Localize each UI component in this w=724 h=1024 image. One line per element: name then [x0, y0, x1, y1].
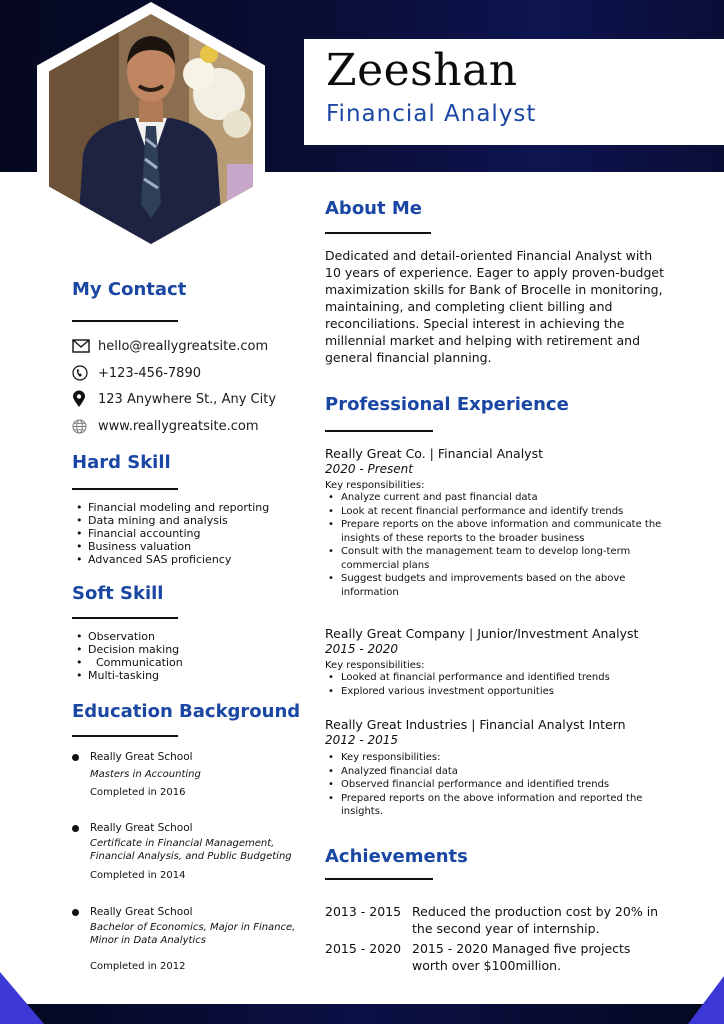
contact-phone — [72, 363, 201, 383]
about-text: Dedicated and detail-oriented Financial Analyst with 10 years of experience. Eager to apply proven-budget maximization skills for Bank of Brocelle in monitoring, maintaining, and completing client billing and reconciliations. Special interest in achieving the millennial market and helping with retirement and general financial planning. — [325, 248, 664, 365]
person-name: Zeeshan — [326, 45, 518, 96]
education-entry — [72, 906, 302, 976]
list-item: • Financial modeling and reporting — [74, 501, 269, 514]
list-item: • Look at recent financial performance and identify trends — [325, 505, 670, 519]
list-item: • Communication — [74, 656, 183, 669]
address-text: 123 Anywhere St., Any City — [98, 391, 277, 407]
education-divider — [72, 735, 178, 737]
degree: Masters in Accounting — [90, 769, 201, 780]
email-icon — [72, 339, 98, 353]
achievement-row — [325, 940, 670, 976]
list-item: • Business valuation — [74, 540, 269, 553]
job-dates: 2015 - 2020 — [325, 642, 399, 656]
education-heading: Education Background — [72, 701, 301, 722]
about-heading: About Me — [325, 198, 422, 219]
list-item: • Data mining and analysis — [74, 514, 269, 527]
bullet-dot — [72, 909, 79, 916]
job-responsibilities — [325, 671, 670, 698]
corner-accent-left — [0, 972, 44, 1024]
job-heading: Really Great Co. | Financial Analyst — [325, 446, 543, 461]
contact-email — [72, 336, 268, 356]
list-item: • Prepare reports on the above information and communicate the insights of these reports to the broader business — [325, 518, 670, 545]
corner-accent-right — [688, 976, 724, 1024]
list-item: • Looked at financial performance and identified trends — [325, 671, 670, 685]
phone-icon — [72, 365, 98, 381]
job-heading: Really Great Industries | Financial Analyst Intern — [325, 717, 626, 732]
list-item: • Analyzed financial data — [325, 765, 670, 779]
list-item: • Explored various investment opportunities — [325, 685, 670, 699]
completion: Completed in 2012 — [90, 961, 186, 972]
education-entry — [72, 822, 302, 882]
globe-icon — [72, 419, 98, 434]
bullet-dot — [72, 754, 79, 761]
degree: Certificate in Financial Management, Financial Analysis, and Public Budgeting — [90, 838, 292, 862]
experience-divider — [325, 430, 433, 432]
list-item: • Prepared reports on the above information and reported the insights. — [325, 792, 670, 819]
hard-skill-list — [74, 501, 269, 566]
completion: Completed in 2014 — [90, 870, 186, 881]
soft-skill-divider — [72, 617, 178, 619]
school-name: Really Great School — [90, 822, 193, 834]
website-text[interactable]: www.reallygreatsite.com — [98, 418, 259, 434]
footer-band — [0, 1004, 724, 1024]
education-entry — [72, 751, 302, 801]
achievement-row — [325, 903, 670, 939]
achievement-text: Reduced the production cost by 20% in the second year of internship. — [412, 904, 659, 936]
list-item: • Suggest budgets and improvements based on the above information — [325, 572, 670, 599]
bullet-dot — [72, 825, 79, 832]
job-responsibilities-label: Key responsibilities: — [325, 480, 425, 491]
contact-website — [72, 416, 259, 436]
job-responsibilities-label: Key responsibilities: — [325, 660, 425, 671]
school-name: Really Great School — [90, 751, 193, 763]
list-item: • Decision making — [74, 643, 183, 656]
job-dates: 2020 - Present — [325, 462, 413, 476]
job-responsibilities — [325, 751, 670, 819]
experience-heading: Professional Experience — [325, 394, 569, 415]
job-entry — [325, 717, 670, 819]
achievement-years: 2015 - 2020 — [325, 941, 402, 956]
contact-divider — [72, 320, 178, 322]
contact-address — [72, 389, 276, 409]
hard-skill-heading: Hard Skill — [72, 452, 171, 473]
email-text[interactable]: hello@reallygreatsite.com — [98, 338, 269, 354]
list-item: • Key responsibilities: — [325, 751, 670, 765]
achievement-years: 2013 - 2015 — [325, 904, 402, 919]
list-item: • Multi-tasking — [74, 669, 183, 682]
soft-skill-list — [74, 630, 183, 682]
list-item: • Consult with the management team to develop long-term commercial plans — [325, 545, 670, 572]
list-item: • Observed financial performance and identified trends — [325, 778, 670, 792]
name-box — [304, 39, 724, 145]
job-heading: Really Great Company | Junior/Investment Analyst — [325, 626, 639, 641]
achievement-text: 2015 - 2020 Managed five projects worth over $100million. — [412, 941, 631, 973]
job-entry — [325, 446, 670, 599]
hard-skill-divider — [72, 488, 178, 490]
contact-heading: My Contact — [72, 279, 187, 300]
phone-text: +123-456-7890 — [98, 365, 201, 381]
list-item: • Advanced SAS proficiency — [74, 553, 269, 566]
degree: Bachelor of Economics, Major in Finance, Minor in Data Analytics — [90, 922, 296, 946]
list-item: • Observation — [74, 630, 183, 643]
soft-skill-heading: Soft Skill — [72, 583, 164, 604]
location-pin-icon — [72, 390, 98, 408]
list-item: • Financial accounting — [74, 527, 269, 540]
list-item: • Analyze current and past financial data — [325, 491, 670, 505]
job-dates: 2012 - 2015 — [325, 733, 399, 747]
achievements-divider — [325, 878, 433, 880]
achievements-heading: Achievements — [325, 846, 468, 867]
school-name: Really Great School — [90, 906, 193, 918]
job-entry — [325, 626, 670, 698]
completion: Completed in 2016 — [90, 787, 186, 798]
job-responsibilities — [325, 491, 670, 599]
about-divider — [325, 232, 431, 234]
job-title: Financial Analyst — [326, 101, 537, 127]
